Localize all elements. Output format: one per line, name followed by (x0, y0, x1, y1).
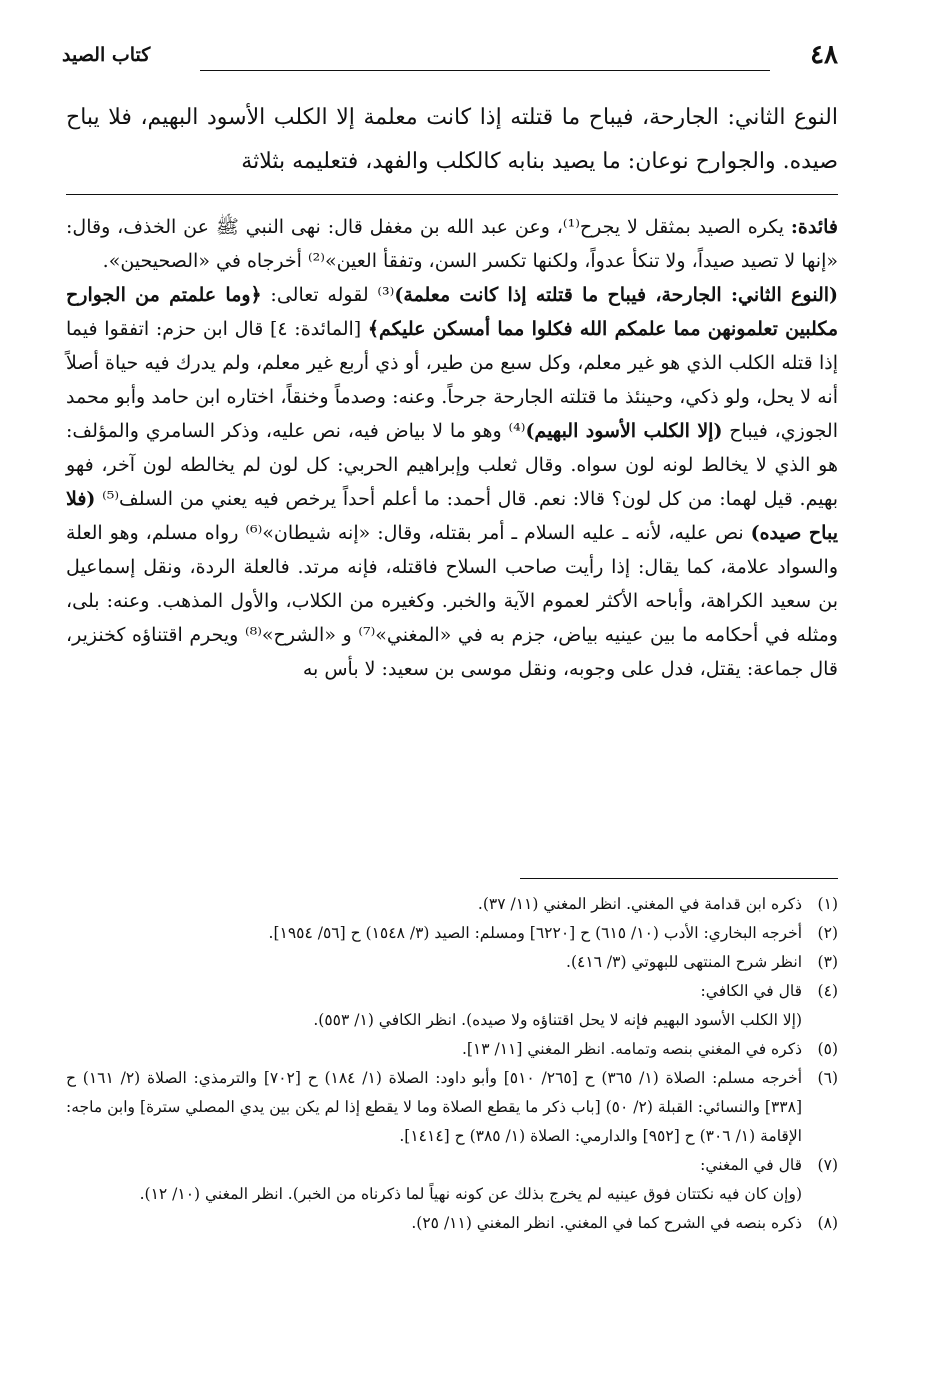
matn-text: النوع الثاني: الجارحة، فيباح ما قتلته إذا كانت معلمة إلا الكلب الأسود البهيم، فلا يباح صيده. والجوارح نوعان: ما يصيد بنابه كالكلب والفهد، فتعليمه بثلاثة (66, 105, 838, 174)
commentary (66, 210, 838, 686)
footnote-quote: (وإن كان فيه نكتتان فوق عينيه لم يخرج بذلك عن كونه نهياً لما ذكرناه من الخبر). انظر المغني (١٠/ ١٢). (139, 1185, 802, 1203)
footnote-text: قال في الكافي: (700, 982, 802, 1000)
footnote-text: ذكره ابن قدامة في المغني. انظر المغني (١١/ ٣٧). (477, 895, 802, 913)
footnote (66, 948, 838, 977)
footnote (66, 919, 838, 948)
commentary-text-3: ⁽⁴⁾ وهو ما لا بياض فيه، نص عليه، وذكر السامري والمؤلف: هو الذي لا يخالط لونه لون سواه. وقال ثعلب وإبراهيم الحربي: كل لون لم يخالطه لون آخر، فهو بهيم. قيل لهما: من كل لون؟ قالا: نعم. قال أحمد: ما أعلم أحداً يرخص فيه يعني من السلف⁽⁵⁾ (66, 420, 838, 510)
matn-quote-1: (النوع الثاني: الجارحة، فيباح ما قتلته إذا كانت معلمة) (394, 284, 839, 306)
faida-label: فائدة: (790, 216, 839, 238)
page-header (62, 40, 838, 74)
header-rule (200, 70, 770, 71)
footnote-quote: (إلا الكلب الأسود البهيم فإنه لا يحل اقتناؤه ولا صيده). انظر الكافي (١/ ٥٥٣). (313, 1011, 802, 1029)
commentary-paragraph-1 (66, 210, 838, 278)
footnote-text: أخرجه مسلم: الصلاة (١/ ٣٦٥) ح [٢٦٥/ ٥١٠] وأبو داود: الصلاة (١/ ١٨٤) ح [٧٠٢] والترمذي: الصلاة (٢/ ١٦١) ح [٣٣٨] والنسائي: القبلة (٢/ ٥٠) [باب ذكر ما يقطع الصلاة وما لا يقطع إذا لم يكن بين يدي المصلي سترة] وابن ماجه: الإقامة (١/ ٣٠٦) ح [٩٥٢] والدارمي: الصلاة (١/ ٣٨٥) ح [١٤١٤]. (66, 1069, 803, 1145)
commentary-text-2: [المائدة: ٤] قال ابن حزم: اتفقوا فيما إذا قتله الكلب الذي هو غير معلم، وكل سبع من طير، أو ذي أربع غير معلم، ولم يدرك فيه حياة أصلاً أنه لا يحل، ولو ذكي، وحينئذ ما قتلته الجارحة جرحاً. وعنه: وصدماً وخنقاً، اختاره ابن حامد وأبو محمد الجوزي، فيباح (66, 318, 838, 442)
faida-text: يكره الصيد بمثقل لا يجرح⁽¹⁾، وعن عبد الله بن مغفل قال: نهى النبي ﷺ عن الخذف، وقال: «إنها لا تصيد صيداً، ولا تنكأ عدواً، ولكنها تكسر السن، وتفقأ العين»⁽²⁾ أخرجاه في «الصحيحين». (66, 216, 838, 272)
running-title: كتاب الصيد (62, 44, 151, 66)
footnote (66, 1035, 838, 1064)
footnote-number: (٥) (817, 1040, 838, 1058)
footnote-text: أخرجه البخاري: الأدب (١٠/ ٦١٥) ح [٦٢٢٠] ومسلم: الصيد (٣/ ١٥٤٨) ح [٥٦/ ١٩٥٤]. (268, 924, 802, 942)
footnote (66, 1209, 838, 1238)
footnote (66, 890, 838, 919)
commentary-text-1: ⁽³⁾ لقوله تعالى: (261, 284, 395, 306)
commentary-text-4: نص عليه، لأنه ـ عليه السلام ـ أمر بقتله، وقال: «إنه شيطان»⁽⁶⁾ رواه مسلم، وهو العلة والسواد علامة، كما يقال: إذا رأيت صاحب السلاح فاقتله، فإنه مرتد. فالعلة الردة، ونقل إسماعيل بن سعيد الكراهة، وأباحه الأكثر لعموم الآية والخبر. وكغيره من الكلاب، والأول المذهب. وعنه: بلى، ومثله في أحكامه ما بين عينيه بياض، جزم به في «المغني»⁽⁷⁾ و «الشرح»⁽⁸⁾ ويحرم اقتناؤه كخنزير، قال جماعة: يقتل، فدل على وجوبه، ونقل موسى بن سعيد: لا بأس به (66, 522, 838, 680)
footnote-number: (٣) (817, 953, 838, 971)
footnote-text: انظر شرح المنتهى للبهوتي (٣/ ٤١٦). (566, 953, 802, 971)
footnote-number: (٤) (817, 982, 838, 1000)
footnote-number: (٧) (817, 1156, 838, 1174)
footnote-text: ذكره بنصه في الشرح كما في المغني. انظر المغني (١١/ ٢٥). (411, 1214, 802, 1232)
matn-divider (66, 194, 838, 195)
footnote-number: (٢) (817, 924, 838, 942)
commentary-paragraph-2 (66, 278, 838, 686)
footnote (66, 977, 838, 1006)
matn-quote-3: (فلا يباح صيده) (66, 488, 838, 544)
footnote-rule (520, 878, 838, 879)
footnote-number: (١) (817, 895, 838, 913)
quran-verse: ﴿وما علمتم من الجوارح مكلبين تعلمونهن مما علمكم الله فكلوا مما أمسكن عليكم﴾ (66, 284, 839, 340)
page-number: ٤٨ (810, 40, 838, 70)
footnote-text: قال في المغني: (700, 1156, 802, 1174)
footnote (66, 1151, 838, 1180)
footnote-number: (٦) (817, 1069, 838, 1087)
matn-quote-2: (إلا الكلب الأسود البهيم) (525, 420, 723, 442)
footnote-number: (٨) (817, 1214, 838, 1232)
footnotes (66, 890, 838, 1238)
footnote (66, 1064, 838, 1151)
footnote-text: ذكره في المغني بنصه وتمامه. انظر المغني [١١/ ١٣]. (461, 1040, 802, 1058)
